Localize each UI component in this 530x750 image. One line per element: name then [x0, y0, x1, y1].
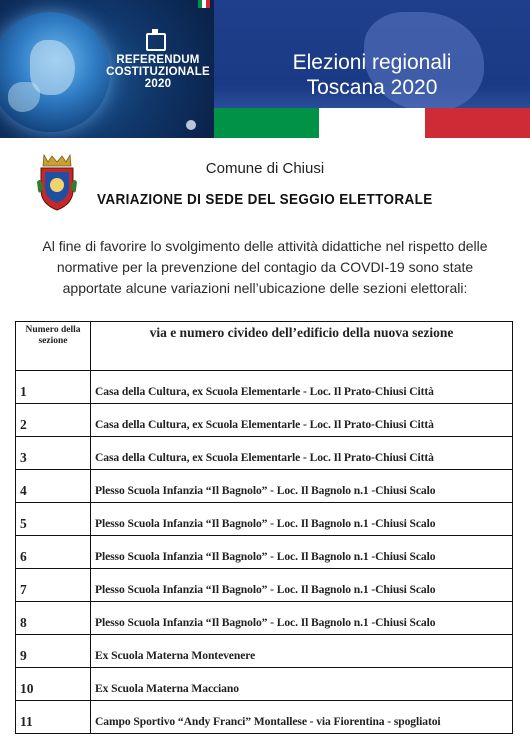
republic-emblem-icon: [186, 120, 196, 130]
globe-icon: [0, 12, 110, 132]
section-address: Ex Scuola Materna Montevenere: [91, 635, 513, 668]
italian-flag-icon: [198, 0, 210, 8]
ballot-box-icon: [146, 33, 166, 51]
section-number: 3: [16, 437, 91, 470]
section-address: Plesso Scuola Infanzia “Il Bagnolo” - Loc. Il Bagnolo n.1 -Chiusi Scalo: [91, 503, 513, 536]
table-row: [16, 569, 513, 602]
section-number: 8: [16, 602, 91, 635]
table-row: [16, 668, 513, 701]
section-number: 6: [16, 536, 91, 569]
section-address: Casa della Cultura, ex Scuola Elementarle - Loc. Il Prato-Chiusi Città: [91, 371, 513, 404]
polling-stations-table: [15, 321, 513, 734]
table-row: [16, 470, 513, 503]
regional-line: Elezioni regionali: [292, 51, 452, 74]
intro-line: normative per la prevenzione del contagio da COVDI-19 sono state: [56, 259, 474, 275]
intro-line: apportate alcune variazioni nell’ubicazione delle sezioni elettorali:: [62, 280, 468, 296]
table-row: [16, 536, 513, 569]
section-number: 9: [16, 635, 91, 668]
referendum-line: REFERENDUM: [116, 54, 200, 66]
section-number: 5: [16, 503, 91, 536]
column-header-section-number: Numero della sezione: [16, 322, 91, 371]
table-row: [16, 602, 513, 635]
table-row: [16, 371, 513, 404]
table-header-row: [16, 322, 513, 371]
tricolor-band: [214, 108, 530, 138]
band-stripe-red: [425, 108, 530, 138]
section-address: Ex Scuola Materna Macciano: [91, 668, 513, 701]
band-stripe-white: [319, 108, 424, 138]
referendum-title: [106, 54, 210, 90]
table-row: [16, 635, 513, 668]
table-row: [16, 503, 513, 536]
table-row: [16, 404, 513, 437]
intro-paragraph: [10, 236, 520, 299]
notice-headline: VARIAZIONE DI SEDE DEL SEGGIO ELETTORALE: [97, 192, 433, 208]
band-stripe-green: [214, 108, 319, 138]
section-number: 10: [16, 668, 91, 701]
section-address: Campo Sportivo “Andy Franci” Montallese - via Fiorentina - spogliatoi: [91, 701, 513, 734]
referendum-line: 2020: [144, 78, 172, 90]
election-banner: [0, 0, 530, 138]
section-number: 2: [16, 404, 91, 437]
regional-title: [214, 50, 530, 100]
referendum-line: COSTITUZIONALE: [106, 66, 210, 78]
section-number: 4: [16, 470, 91, 503]
table-row: [16, 701, 513, 734]
section-address: Plesso Scuola Infanzia “Il Bagnolo” - Loc. Il Bagnolo n.1 -Chiusi Scalo: [91, 470, 513, 503]
section-number: 11: [16, 701, 91, 734]
section-address: Plesso Scuola Infanzia “Il Bagnolo” - Loc. Il Bagnolo n.1 -Chiusi Scalo: [91, 536, 513, 569]
section-address: Casa della Cultura, ex Scuola Elementarle - Loc. Il Prato-Chiusi Città: [91, 404, 513, 437]
intro-line: Al fine di favorire lo svolgimento delle attività didattiche nel rispetto delle: [42, 238, 488, 254]
referendum-panel: [0, 0, 214, 138]
section-address: Plesso Scuola Infanzia “Il Bagnolo” - Loc. Il Bagnolo n.1 -Chiusi Scalo: [91, 602, 513, 635]
regional-elections-panel: [214, 0, 530, 138]
section-address: Plesso Scuola Infanzia “Il Bagnolo” - Loc. Il Bagnolo n.1 -Chiusi Scalo: [91, 569, 513, 602]
column-header-address: via e numero civideo dell’edificio della nuova sezione: [91, 322, 513, 371]
regional-line: Toscana 2020: [306, 76, 438, 99]
section-number: 7: [16, 569, 91, 602]
comune-name: Comune di Chiusi: [205, 160, 325, 177]
table-row: [16, 437, 513, 470]
section-number: 1: [16, 371, 91, 404]
flag-stripe-red: [206, 0, 210, 8]
section-address: Casa della Cultura, ex Scuola Elementarle - Loc. Il Prato-Chiusi Città: [91, 437, 513, 470]
